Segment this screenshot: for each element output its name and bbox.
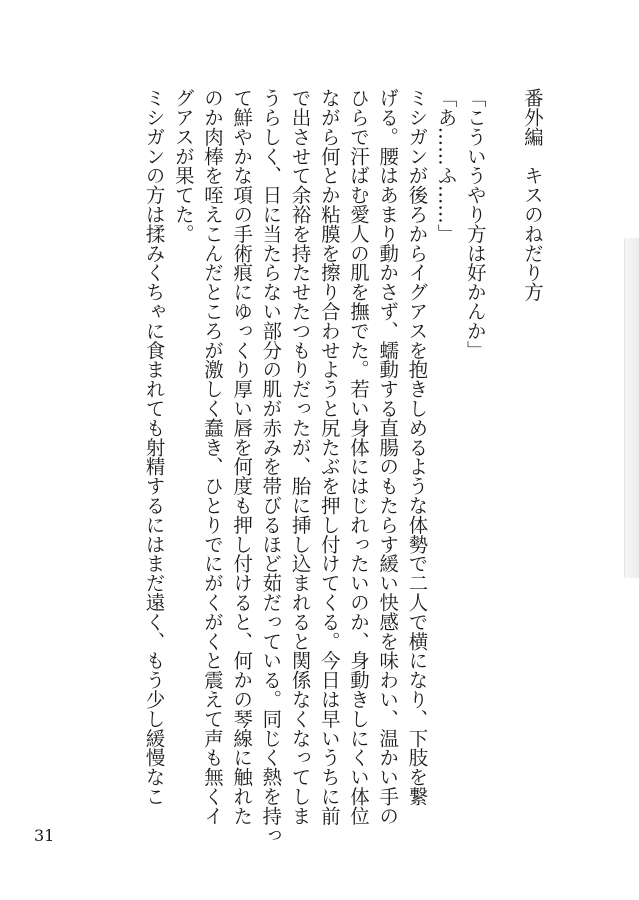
text-line-12: ミシガンの方は揉みくちゃに食まれても射精するにはまだ遠く、もう少し緩慢なこ [142, 88, 166, 806]
text-line-5: ひらで汗ばむ愛人の肌を撫でた。若い身体にはじれったいのか、身動きしにくい体位 [346, 88, 370, 826]
text-line-4: げる。腰はあまり動かさず、蠕動する直腸のもたらす緩い快感を味わい、温かい手の [376, 88, 400, 826]
page-number: 31 [34, 826, 55, 845]
text-line-8: うらしく、日に当たらない部分の肌が赤みを帯びるほど茹だっている。同じく熱を持っ [259, 88, 283, 845]
text-line-7: で出させて余裕を持たせたつもりだったが、胎に挿し込まれると関係なくなってしま [288, 88, 312, 826]
text-line-3: ミシガンが後ろからイグアスを抱きしめるような体勢で二人で横になり、下肢を繋 [405, 88, 429, 806]
text-line-11: グアスが果てた。 [171, 88, 195, 244]
text-line-1: 「こういうやり方は好かんか」 [463, 88, 487, 360]
chapter-title: 番外編 キスのねだり方 [521, 88, 544, 302]
text-line-9: て鮮やかな項の手術痕にゆっくり厚い唇を何度も押し付けると、何かの琴線に触れた [230, 88, 254, 826]
scrollbar[interactable] [624, 238, 639, 578]
vertical-text-block [139, 88, 547, 845]
text-line-10: のか肉棒を咥えこんだところが激しく蠢き、ひとりでにがくがくと震えて声も無くイ [200, 88, 224, 826]
text-line-6: ながら何とか粘膜を擦り合わせようと尻たぶを押し付けてくる。今日は早いうちに前 [317, 88, 341, 826]
text-line-2: 「あ……ふ……」 [434, 88, 458, 244]
